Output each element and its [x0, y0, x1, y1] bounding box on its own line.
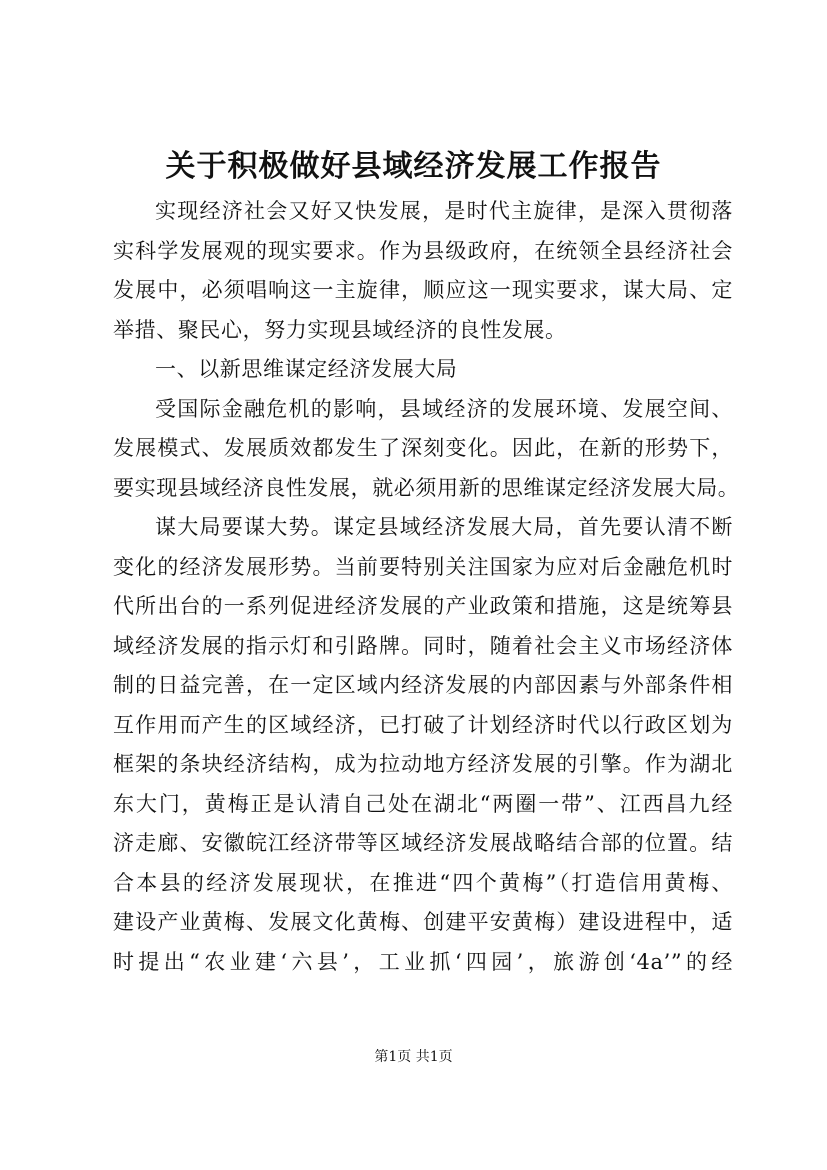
text-line: 谋大局要谋大势。谋定县域经济发展大局，首先要认清不断 [155, 515, 733, 539]
text-line: 受国际金融危机的影响，县域经济的发展环境、发展空间、 [155, 396, 733, 421]
text-line: 举措、聚民心，努力实现县域经济的良性发展。 [113, 317, 567, 342]
text-line: 发展模式、发展质效都发生了深刻变化。因此，在新的形势下， [113, 436, 733, 460]
text-line: 合本县的经济发展现状，在推进“四个黄梅”（打造信用黄梅、 [113, 870, 733, 895]
text-line: 框架的条块经济结构，成为拉动地方经济发展的引擎。作为湖北 [113, 752, 733, 776]
text-line: 东大门，黄梅正是认清自己处在湖北“两圈一带”、江西昌九经 [113, 791, 733, 816]
text-line: 变化的经济发展形势。当前要特别关注国家为应对后金融危机时 [113, 554, 733, 579]
text-line: 济走廊、安徽皖江经济带等区域经济发展战略结合部的位置。结 [113, 831, 733, 855]
text-line: 实科学发展观的现实要求。作为县级政府，在统领全县经济社会 [113, 238, 733, 263]
text-line: 实现经济社会又好又快发展，是时代主旋律，是深入贯彻落 [155, 199, 733, 223]
text-line: 代所出台的一系列促进经济发展的产业政策和措施，这是统筹县 [113, 594, 733, 618]
document-body [113, 192, 740, 982]
page-footer: 第1页 共1页 [374, 1049, 453, 1065]
text-line: 互作用而产生的区域经济，已打破了计划经济时代以行政区划为 [113, 712, 733, 737]
text-line: 建设产业黄梅、发展文化黄梅、创建平安黄梅）建设进程中，适 [113, 910, 733, 934]
text-line: 制的日益完善，在一定区域内经济发展的内部因素与外部条件相 [113, 673, 733, 697]
text-line: 域经济发展的指示灯和引路牌。同时，随着社会主义市场经济体 [113, 633, 733, 658]
text-line: 要实现县域经济良性发展，就必须用新的思维谋定经济发展大局。 [113, 475, 740, 500]
document-title: 关于积极做好县域经济发展工作报告 [165, 149, 662, 184]
section-heading: 一、以新思维谋定经济发展大局 [155, 357, 458, 381]
text-line: 时提出“农业建‘六县’，工业抓‘四园’，旅游创‘4a’”的经 [113, 949, 733, 974]
text-line: 发展中，必须唱响这一主旋律，顺应这一现实要求，谋大局、定 [113, 278, 733, 302]
